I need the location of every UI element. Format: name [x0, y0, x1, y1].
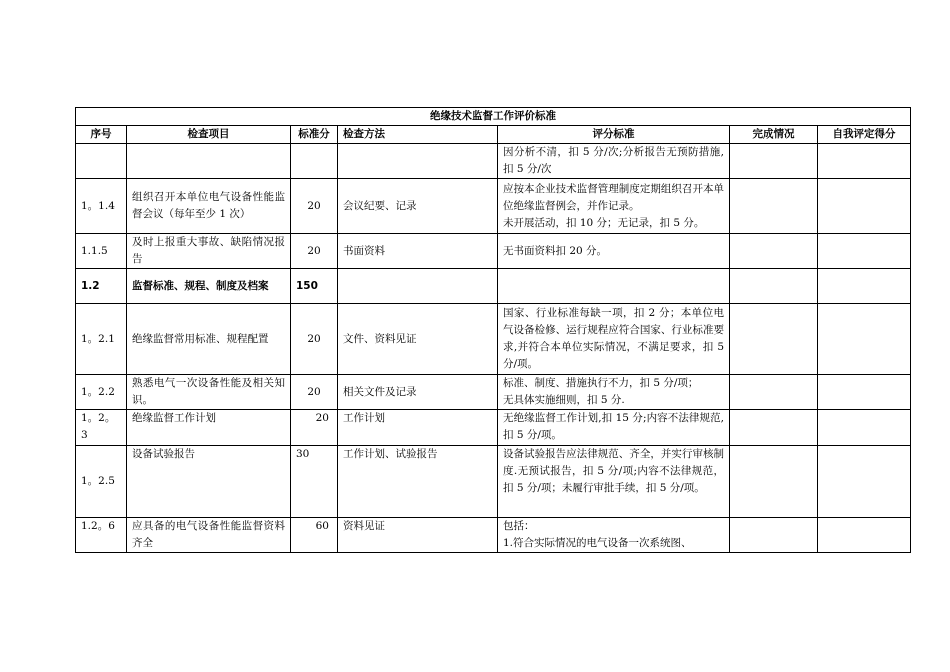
- cell-score: 30: [291, 446, 338, 518]
- cell-method: [338, 144, 498, 179]
- cell-num: 1.2。6: [76, 518, 127, 553]
- cell-status: [730, 375, 818, 410]
- cell-status: [730, 410, 818, 446]
- criteria-line: 标准、制度、措施执行不力，扣 5 分/项；: [503, 377, 699, 389]
- cell-num: 1。2。3: [76, 410, 127, 446]
- cell-score: 150: [291, 269, 338, 304]
- cell-criteria: [498, 179, 730, 234]
- cell-self: [818, 375, 911, 410]
- cell-criteria: [498, 144, 730, 179]
- cell-status: [730, 446, 818, 518]
- cell-self: [818, 144, 911, 179]
- cell-method: 工作计划、试验报告: [338, 446, 498, 518]
- cell-item: 绝缘监督工作计划: [127, 410, 291, 446]
- cell-num: [76, 144, 127, 179]
- cell-self: [818, 234, 911, 269]
- table-row: [76, 518, 911, 553]
- criteria-line: 1.符合实际情况的电气设备一次系统图、: [503, 537, 692, 549]
- cell-score: 60: [291, 518, 338, 553]
- cell-self: [818, 269, 911, 304]
- cell-score: 20: [291, 234, 338, 269]
- cell-self: [818, 518, 911, 553]
- cell-item: 应具备的电气设备性能监督资料齐全: [127, 518, 291, 553]
- criteria-line: 国家、行业标准每缺一项，扣 2 分；本单位电气设备检修、运行规程应符合国家、行业标准要求,并符合本单位实际情况，不满足要求，扣 5 分/项。: [503, 307, 724, 370]
- cell-score: 20: [291, 179, 338, 234]
- header-criteria: 评分标准: [498, 126, 730, 144]
- cell-criteria: [498, 269, 730, 304]
- cell-method: 文件、资料见证: [338, 304, 498, 375]
- header-status: 完成情况: [730, 126, 818, 144]
- cell-method: 工作计划: [338, 410, 498, 446]
- cell-self: [818, 304, 911, 375]
- cell-status: [730, 518, 818, 553]
- header-self: 自我评定得分: [818, 126, 911, 144]
- cell-status: [730, 269, 818, 304]
- table-row: [76, 446, 911, 518]
- cell-criteria: [498, 304, 730, 375]
- cell-method: 资料见证: [338, 518, 498, 553]
- cell-score: 20: [291, 375, 338, 410]
- cell-num: 1。2.5: [76, 446, 127, 518]
- cell-status: [730, 234, 818, 269]
- cell-item: 组织召开本单位电气设备性能监督会议（每年至少 1 次）: [127, 179, 291, 234]
- cell-status: [730, 144, 818, 179]
- cell-criteria: [498, 518, 730, 553]
- cell-item: 绝缘监督常用标准、规程配置: [127, 304, 291, 375]
- cell-self: [818, 179, 911, 234]
- cell-item: [127, 144, 291, 179]
- cell-num: 1。2.2: [76, 375, 127, 410]
- header-num: 序号: [76, 126, 127, 144]
- cell-status: [730, 179, 818, 234]
- section-row: [76, 269, 911, 304]
- cell-item: 熟悉电气一次设备性能及相关知识。: [127, 375, 291, 410]
- cell-criteria: [498, 446, 730, 518]
- cell-item: 设备试验报告: [127, 446, 291, 518]
- cell-score: 20: [291, 304, 338, 375]
- criteria-line: 无绝缘监督工作计划,扣 15 分;内容不法律规范,扣 5 分/项。: [503, 412, 724, 441]
- cell-self: [818, 410, 911, 446]
- criteria-line: 因分析不清，扣 5 分/次;分析报告无预防措施,扣 5 分/次: [503, 146, 724, 175]
- criteria-line: 应按本企业技术监督管理制度定期组织召开本单位绝缘监督例会，并作记录。: [503, 182, 724, 212]
- table-row: [76, 179, 911, 234]
- header-item: 检查项目: [127, 126, 291, 144]
- table-row: [76, 410, 911, 446]
- header-method: 检查方法: [338, 126, 498, 144]
- criteria-line: 未开展活动，扣 10 分；无记录，扣 5 分。: [503, 216, 705, 229]
- cell-method: 书面资料: [338, 234, 498, 269]
- cell-num: 1。1.4: [76, 179, 127, 234]
- table-row: [76, 234, 911, 269]
- criteria-line: 设备试验报告应法律规范、齐全，并实行审核制度.无预试报告，扣 5 分/项;内容不法律规范，扣 5 分/项；未履行审批手续，扣 5 分/项。: [503, 448, 724, 494]
- header-row: [76, 126, 911, 144]
- criteria-line: 无书面资料扣 20 分。: [503, 244, 608, 257]
- cell-status: [730, 304, 818, 375]
- cell-self: [818, 446, 911, 518]
- cell-item: 监督标准、规程、制度及档案: [127, 269, 291, 304]
- header-score: 标准分: [291, 126, 338, 144]
- table-row: [76, 375, 911, 410]
- criteria-line: 包括：: [503, 520, 535, 532]
- cell-num: 1.2: [76, 269, 127, 304]
- cell-criteria: [498, 410, 730, 446]
- cell-item: 及时上报重大事故、缺陷情况报告: [127, 234, 291, 269]
- cell-criteria: [498, 375, 730, 410]
- table-row: [76, 144, 911, 179]
- cell-score: 20: [291, 410, 338, 446]
- cell-score: [291, 144, 338, 179]
- cell-criteria: [498, 234, 730, 269]
- cell-method: 会议纪要、记录: [338, 179, 498, 234]
- cell-num: 1.1.5: [76, 234, 127, 269]
- table-row: [76, 304, 911, 375]
- evaluation-table: [75, 107, 911, 553]
- cell-method: [338, 269, 498, 304]
- cell-num: 1。2.1: [76, 304, 127, 375]
- cell-method: 相关文件及记录: [338, 375, 498, 410]
- criteria-line: 无具体实施细则，扣 5 分.: [503, 394, 625, 406]
- table-title: 绝缘技术监督工作评价标准: [76, 108, 911, 126]
